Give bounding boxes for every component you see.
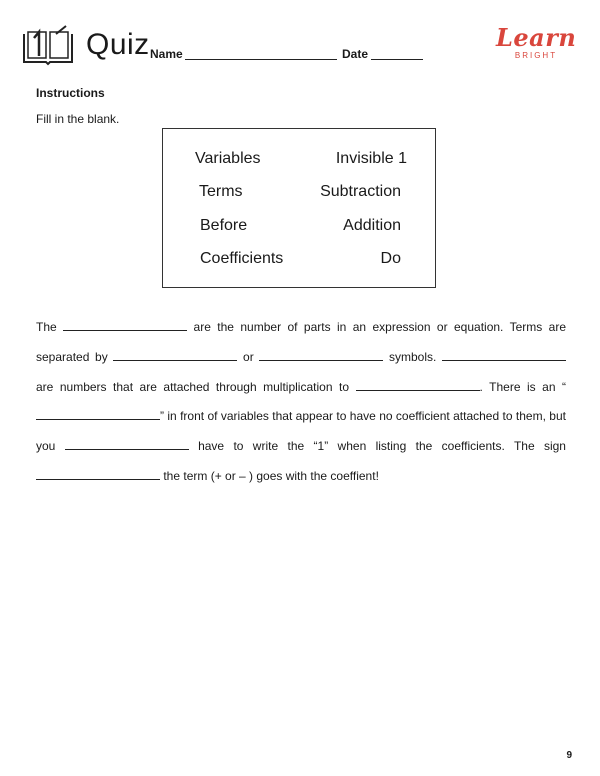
fill-in-passage [36,313,566,492]
word-bank [162,128,436,288]
answer-blank-8[interactable] [36,469,160,480]
page-number: 9 [566,750,572,761]
learn-bright-logo [496,23,577,60]
instructions-text: Fill in the blank. [36,112,120,126]
word-bank-item: Subtraction [320,183,401,200]
date-label: Date [342,47,369,61]
passage-text: ” in front of variables that appear to have no coefficient attached to them, but you [36,409,566,454]
word-bank-item: Variables [195,150,261,167]
word-bank-item: Before [200,217,248,234]
passage-text: are numbers that are attached through multiplication to [36,379,350,394]
passage-text: symbols. [389,349,437,364]
logo-subtext: BRIGHT [514,51,558,60]
word-bank-item: Invisible 1 [335,150,407,167]
answer-blank-5[interactable] [356,380,480,391]
answer-blank-4[interactable] [442,350,566,361]
passage-text: . There is an “ [479,379,567,394]
word-bank-item: Terms [199,183,243,200]
answer-blank-7[interactable] [65,439,189,450]
answer-blank-2[interactable] [113,350,237,361]
passage-text: The [36,320,57,334]
word-bank-item: Coefficients [200,250,284,267]
date-field[interactable] [371,59,423,60]
name-label: Name [150,47,183,61]
word-bank-item: Addition [343,217,401,234]
answer-blank-6[interactable] [36,409,160,420]
quiz-title: Quiz [86,28,150,61]
answer-blank-1[interactable] [63,320,187,331]
passage-text: are the number of parts in an expression or equation. Terms are separated by [36,320,566,364]
book-icon [22,24,74,66]
passage-text: the term (+ or – ) goes with the coeffient! [163,468,379,483]
passage-text: have to write the “1” when listing the coefficients. The sign [198,439,566,454]
quiz-header [22,22,578,72]
passage-text: or [243,349,254,364]
name-field[interactable] [185,59,337,60]
word-bank-item: Do [380,250,401,267]
answer-blank-3[interactable] [259,350,383,361]
instructions-heading: Instructions [36,86,105,100]
logo-main-text: Learn [496,23,577,52]
